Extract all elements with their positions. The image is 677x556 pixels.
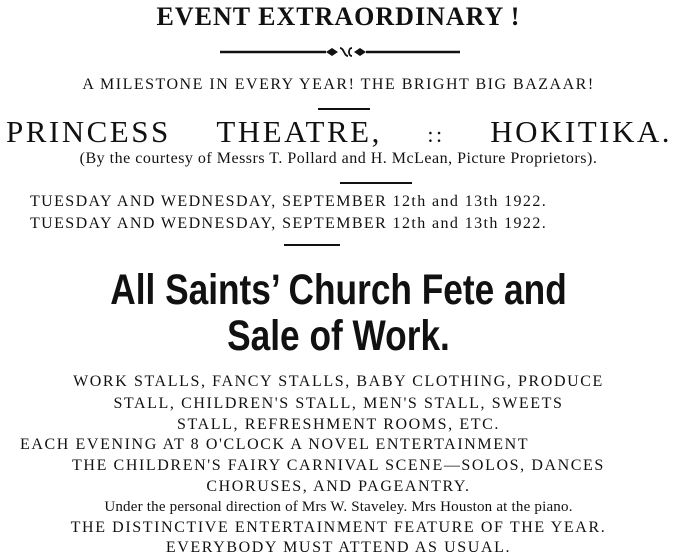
- venue-name: PRINCESS: [6, 114, 171, 149]
- event-dates: TUESDAY AND WEDNESDAY, SEPTEMBER 12th and 13th 1922.: [30, 193, 548, 210]
- stalls-line-2: STALL, CHILDREN'S STALL, MEN'S STALL, SWEETS: [113, 395, 564, 412]
- venue-type: THEATRE,: [216, 114, 382, 149]
- event-title-line-2: Sale of Work.: [227, 312, 450, 360]
- divider-rule: [318, 108, 370, 110]
- carnival-line: THE CHILDREN'S FAIRY CARNIVAL SCENE—SOLOS, DANCES: [72, 457, 605, 474]
- event-dates-repeat: TUESDAY AND WEDNESDAY, SEPTEMBER 12th and 13th 1922.: [30, 215, 548, 232]
- closing-line: EVERYBODY MUST ATTEND AS USUAL.: [165, 539, 512, 556]
- stalls-line-3: STALL, REFRESHMENT ROOMS, ETC.: [177, 416, 500, 433]
- courtesy-note: (By the courtesy of Messrs T. Pollard and H. McLean, Picture Proprietors).: [79, 150, 598, 167]
- pageantry-line: CHORUSES, AND PAGEANTRY.: [206, 478, 471, 495]
- stalls-line-1: WORK STALLS, FANCY STALLS, BABY CLOTHING, PRODUCE: [73, 373, 604, 390]
- event-title-line-1: All Saints’ Church Fete and: [110, 266, 567, 314]
- divider-rule: [340, 182, 412, 184]
- advert-title: EVENT EXTRAORDINARY !: [156, 2, 521, 31]
- tagline: A MILESTONE IN EVERY YEAR! THE BRIGHT BIG BAZAAR!: [82, 76, 595, 93]
- divider-rule: [284, 244, 340, 246]
- feature-line: THE DISTINCTIVE ENTERTAINMENT FEATURE OF THE YEAR.: [70, 519, 607, 536]
- venue-line: [6, 116, 672, 147]
- venue-town: HOKITIKA.: [490, 114, 672, 149]
- flourish-ornament: [220, 45, 460, 59]
- entertainment-line: EACH EVENING AT 8 O'CLOCK A NOVEL ENTERTAINMENT: [20, 436, 530, 453]
- venue-separator: ::: [427, 122, 445, 147]
- direction-note: Under the personal direction of Mrs W. Staveley. Mrs Houston at the piano.: [104, 499, 573, 515]
